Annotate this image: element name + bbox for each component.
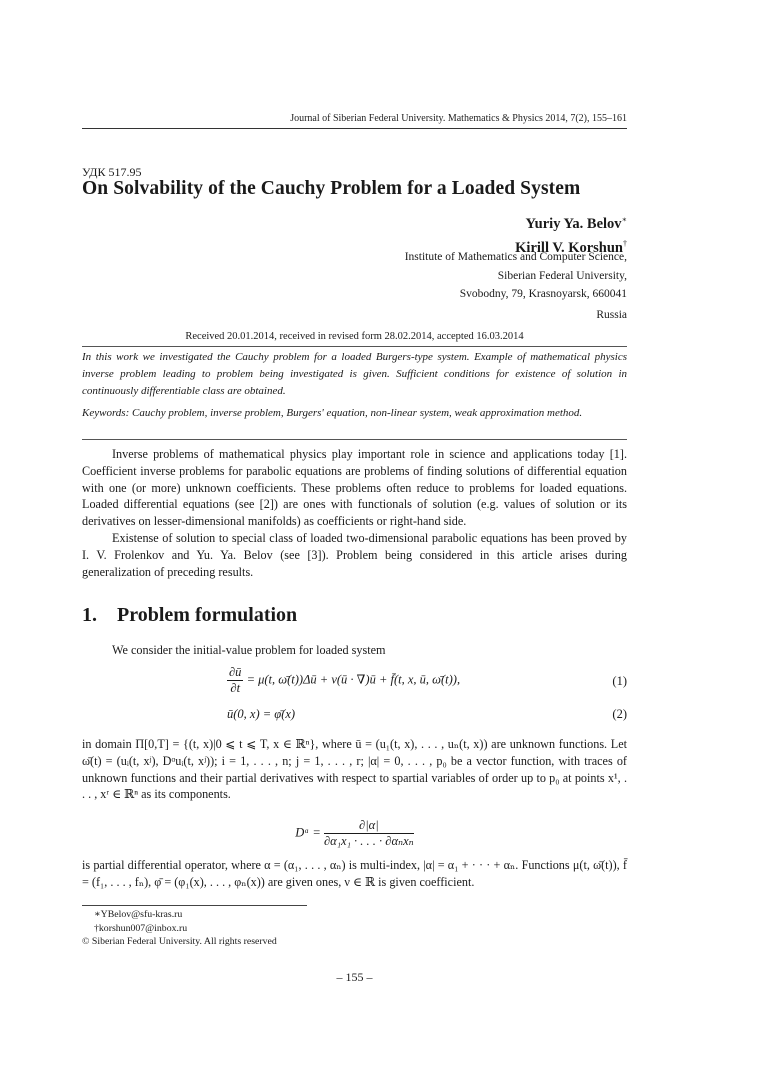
section-heading xyxy=(82,604,297,627)
keywords: Keywords: Cauchy problem, inverse problem, Burgers' equation, non-linear system, weak approximation method. xyxy=(82,407,583,419)
footnotes xyxy=(82,908,277,949)
introduction xyxy=(82,446,627,580)
author: Kirill V. Korshun† xyxy=(515,238,627,256)
equation-label: (1) xyxy=(612,674,627,688)
abstract-top-rule xyxy=(82,346,627,347)
equation-1: $\frac{\partial ū}{\partial t}$ = μ(t, ω̄(t))Δū + ν(ū · ∇)ū + f̄(t, x, ū, ω̄(t)), (1) xyxy=(229,665,627,695)
footnote-mark: ∗ xyxy=(621,215,627,224)
section-number: 1. xyxy=(82,604,97,626)
affiliation-line: Siberian Federal University, xyxy=(497,269,627,282)
affiliation xyxy=(405,248,627,324)
copyright-notice: © Siberian Federal University. All rights reserved xyxy=(82,936,277,947)
abstract-bottom-rule xyxy=(82,439,627,440)
page-number: – 155 – xyxy=(336,970,373,984)
paragraph: is partial differential operator, where α = (α₁, . . . , αₙ) is multi-index, |α| = α₁ + · · · + αₙ. Functions μ(t, ω̄(t)), f̄ = (f₁, . . . , fₙ), φ̄ = (φ₁(x), . . . , φₙ(x)) are given ones, ν ∈ ℝ is given coefficient. xyxy=(82,858,627,889)
affiliation-country: Russia xyxy=(596,308,627,321)
affiliation-line: Institute of Mathematics and Computer Science, xyxy=(404,251,627,263)
operator-definition: Dᵅ = $\frac{\partial|\alpha|}{\text{∂α₁x₁ · . . . · ∂αₙxₙ}}$ xyxy=(295,818,414,848)
equation-2: ū(0, x) = φ̄(x) (2) xyxy=(227,707,627,721)
equation-label: (2) xyxy=(612,707,627,721)
paragraph: We consider the initial-value problem for loaded system xyxy=(112,643,386,657)
running-head: Journal of Siberian Federal University. Mathematics & Physics 2014, 7(2), 155–161 xyxy=(290,113,627,124)
article-title: On Solvability of the Cauchy Problem for a Loaded System xyxy=(82,178,581,199)
author: Yuriy Ya. Belov∗ xyxy=(525,215,627,232)
footnote-email: †korshun007@inbox.ru xyxy=(94,922,188,934)
footnote-mark: † xyxy=(623,238,627,248)
section-title: Problem formulation xyxy=(117,604,298,626)
fraction: $\frac{\partial|\alpha|}{\text{∂α₁x₁ · . . . · ∂αₙxₙ}}$ xyxy=(323,818,414,848)
received-dates: Received 20.01.2014, received in revised form 28.02.2014, accepted 16.03.2014 xyxy=(185,331,524,342)
fraction: $\frac{\partial ū}{\partial t}$ xyxy=(229,665,242,695)
footnote-email: ∗YBelov@sfu-kras.ru xyxy=(94,909,183,920)
paragraph: Inverse problems of mathematical physics play important role in science and applications today [1]. Coefficient inverse problems for parabolic equations are problems of finding solutions of differential equation with one (or more) unknown coefficients. These problems often reduce to problems for loaded equations. Loaded differential equations (see [2]) are ones with functionals of solution (e.g. values of solution or its derivatives on lesser-dimensional manifolds) as coefficients or right-hand side. xyxy=(82,447,627,529)
udk-code: УДК 517.95 xyxy=(82,165,142,179)
affiliation-line: Svobodny, 79, Krasnoyarsk, 660041 xyxy=(459,288,627,300)
abstract: In this work we investigated the Cauchy problem for a loaded Burgers-type system. Example of mathematical physics inverse problem leading to problem being investigated is given. Sufficient conditions for existence of solution in continuously differentiable class are obtained. xyxy=(82,351,627,397)
header-rule xyxy=(82,128,627,129)
paragraph: in domain Π[0,T] = {(t, x)|0 ⩽ t ⩽ T, x ∈ ℝⁿ}, where ū = (u₁(t, x), . . . , uₙ(t, x)) are unknown functions. Let ω̄(t) = (uᵢ(t, xʲ), Dᵅuᵢ(t, xʲ)); i = 1, . . . , n; j = 1, . . . , r; |α| = 0, . . . , p₀ be a vector function, with traces of unknown functions and their partial derivatives with respect to spartial variables of order up to p₀ at points x¹, . . . , xʳ ∈ ℝⁿ as its components. xyxy=(82,737,627,802)
paragraph: Existense of solution to special class of loaded two-dimensional parabolic equations has been proved by I. V. Frolenkov and Yu. Ya. Belov (see [3]). Problem being considered in this article arises during generalization of preceding results. xyxy=(82,530,627,579)
footnote-rule xyxy=(82,905,307,906)
